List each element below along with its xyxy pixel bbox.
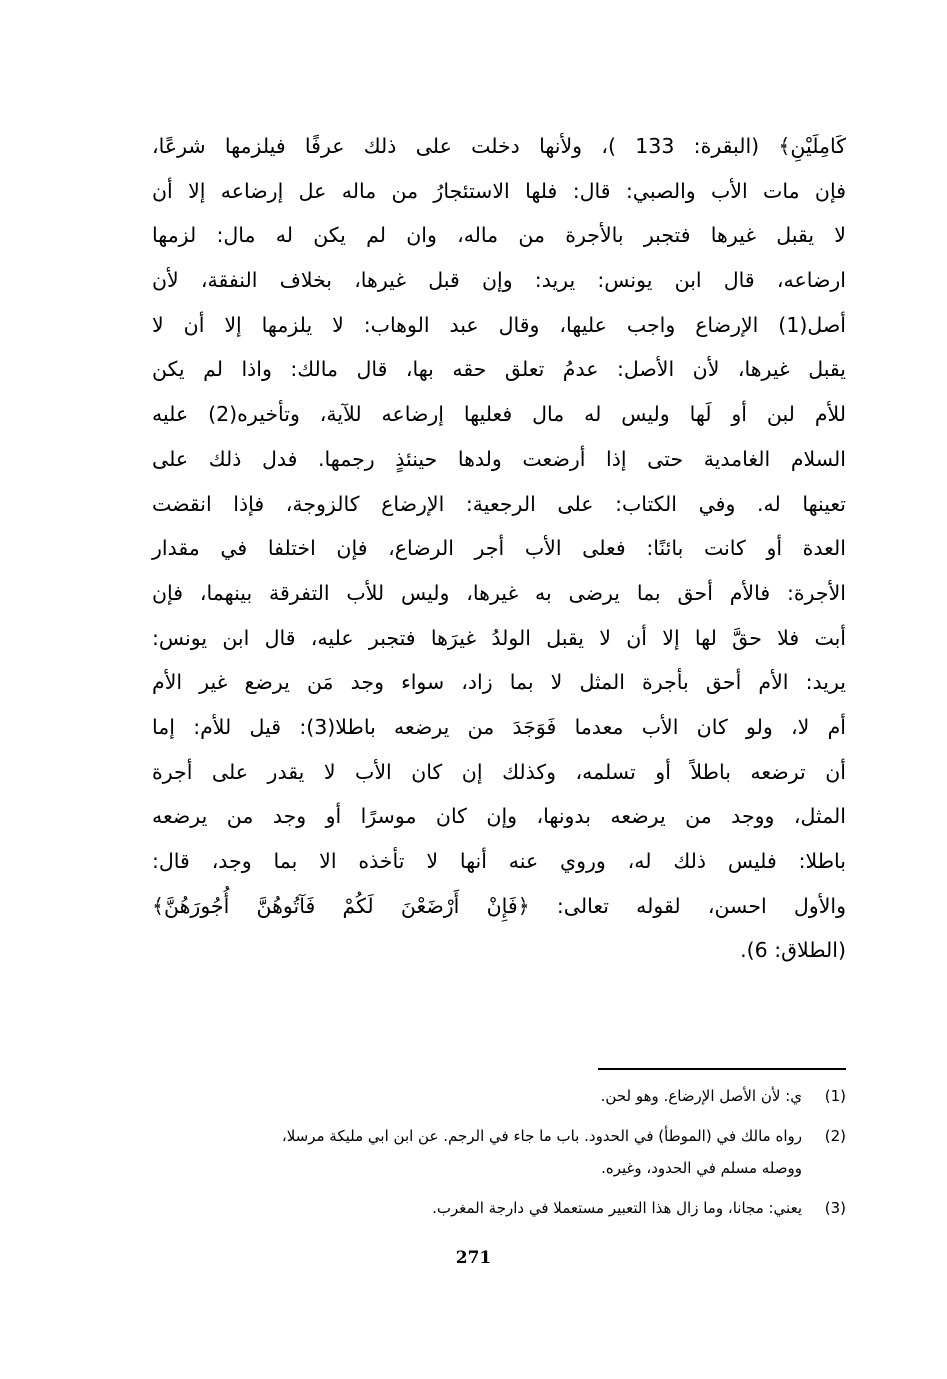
footnotes (152, 1080, 846, 1232)
text-line: والأول احسن، لقوله تعالى: ﴿فَإِنْ أَرْضَعْنَ لَكُمْ فَآتُوهُنَّ أُجُورَهُنَّ﴾ (152, 893, 846, 918)
footnote-separator (598, 1068, 846, 1070)
text-line: المثل، ووجد من يرضعه بدونها، وإن كان موسرًا أو وجد من يرضعه (152, 804, 846, 829)
text-line: لا يقبل غيرها فتجبر بالأجرة من ماله، وان لم يكن له مال: لزمها (152, 223, 846, 248)
footnote-number: (2) (824, 1127, 846, 1145)
footnote-text: ووصله مسلم في الحدود، وغيره. (601, 1159, 802, 1177)
text-line: العدة أو كانت بائنًا: فعلى الأب أجر الرضاع، فإن اختلفا في مقدار (152, 536, 846, 561)
footnote-text: ي: لأن الأصل الإرضاع. وهو لحن. (600, 1087, 802, 1105)
main-text (152, 124, 846, 973)
text-line: السلام الغامدية حتى إذا أرضعت ولدها حينئذٍ رجمها. فدل ذلك على (152, 446, 846, 471)
footnote-text: رواه مالك في (الموطأ) في الحدود. باب ما جاء في الرجم. عن ابن ابي مليكة مرسلا، (281, 1127, 802, 1145)
page-number: 271 (455, 1248, 492, 1268)
text-line: يريد: الأم أحق بأجرة المثل لا بما زاد، سواء وجد مَن يرضع غير الأم (152, 670, 846, 695)
text-line: أصل(1) الإرضاع واجب عليها، وقال عبد الوهاب: لا يلزمها إلا أن لا (152, 312, 846, 337)
text-line: أن ترضعه باطلاً أو تسلمه، وكذلك إن كان الأب لا يقدر على أجرة (152, 759, 846, 784)
footnote-number: (3) (824, 1199, 846, 1217)
footnote-number: (1) (824, 1087, 846, 1105)
footnote-text: يعني: مجانا، وما زال هذا التعبير مستعملا في دارجة المغرب. (432, 1199, 802, 1217)
text-line: باطلا: فليس ذلك له، وروي عنه أنها لا تأخذه الا بما وجد، قال: (152, 849, 846, 873)
footnote (152, 1080, 846, 1112)
text-line: الأجرة: فالأم أحق بما يرضى به غيرها، وليس للأب التفرقة بينهما، فإن (152, 580, 846, 605)
text-line: للأم لبن أو لَها وليس له مال فعليها إرضاعه للآية، وتأخيره(2) عليه (152, 402, 846, 427)
text-line: يقبل غيرها، لأن الأصل: عدمُ تعلق حقه بها، قال مالك: واذا لم يكن (152, 357, 846, 382)
text-line: تعينها له. وفي الكتاب: على الرجعية: الإرضاع كالزوجة، فإذا انقضت (152, 491, 846, 516)
text-line: ارضاعه، قال ابن يونس: يريد: وإن قبل غيرها، بخلاف النفقة، لأن (152, 268, 846, 293)
footnote (152, 1192, 846, 1224)
text-line: كَامِلَيْنِ﴾ (البقرة: 133 )، ولأنها دخلت على ذلك عرفًا فيلزمها شرعًا، (152, 134, 846, 158)
text-line: فإن مات الأب والصبي: قال: فلها الاستئجارُ من ماله عل إرضاعه إلا أن (152, 178, 846, 203)
text-line: أم لا، ولو كان الأب معدما فَوَجَدَ من يرضعه باطلا(3): قيل للأم: إما (152, 714, 846, 739)
text-line: (الطلاق: 6). (740, 938, 846, 963)
footnote (152, 1120, 846, 1184)
text-line: أبت فلا حقَّ لها إلا أن لا يقبل الولدُ غيرَها فتجبر عليه، قال ابن يونس: (152, 625, 846, 650)
